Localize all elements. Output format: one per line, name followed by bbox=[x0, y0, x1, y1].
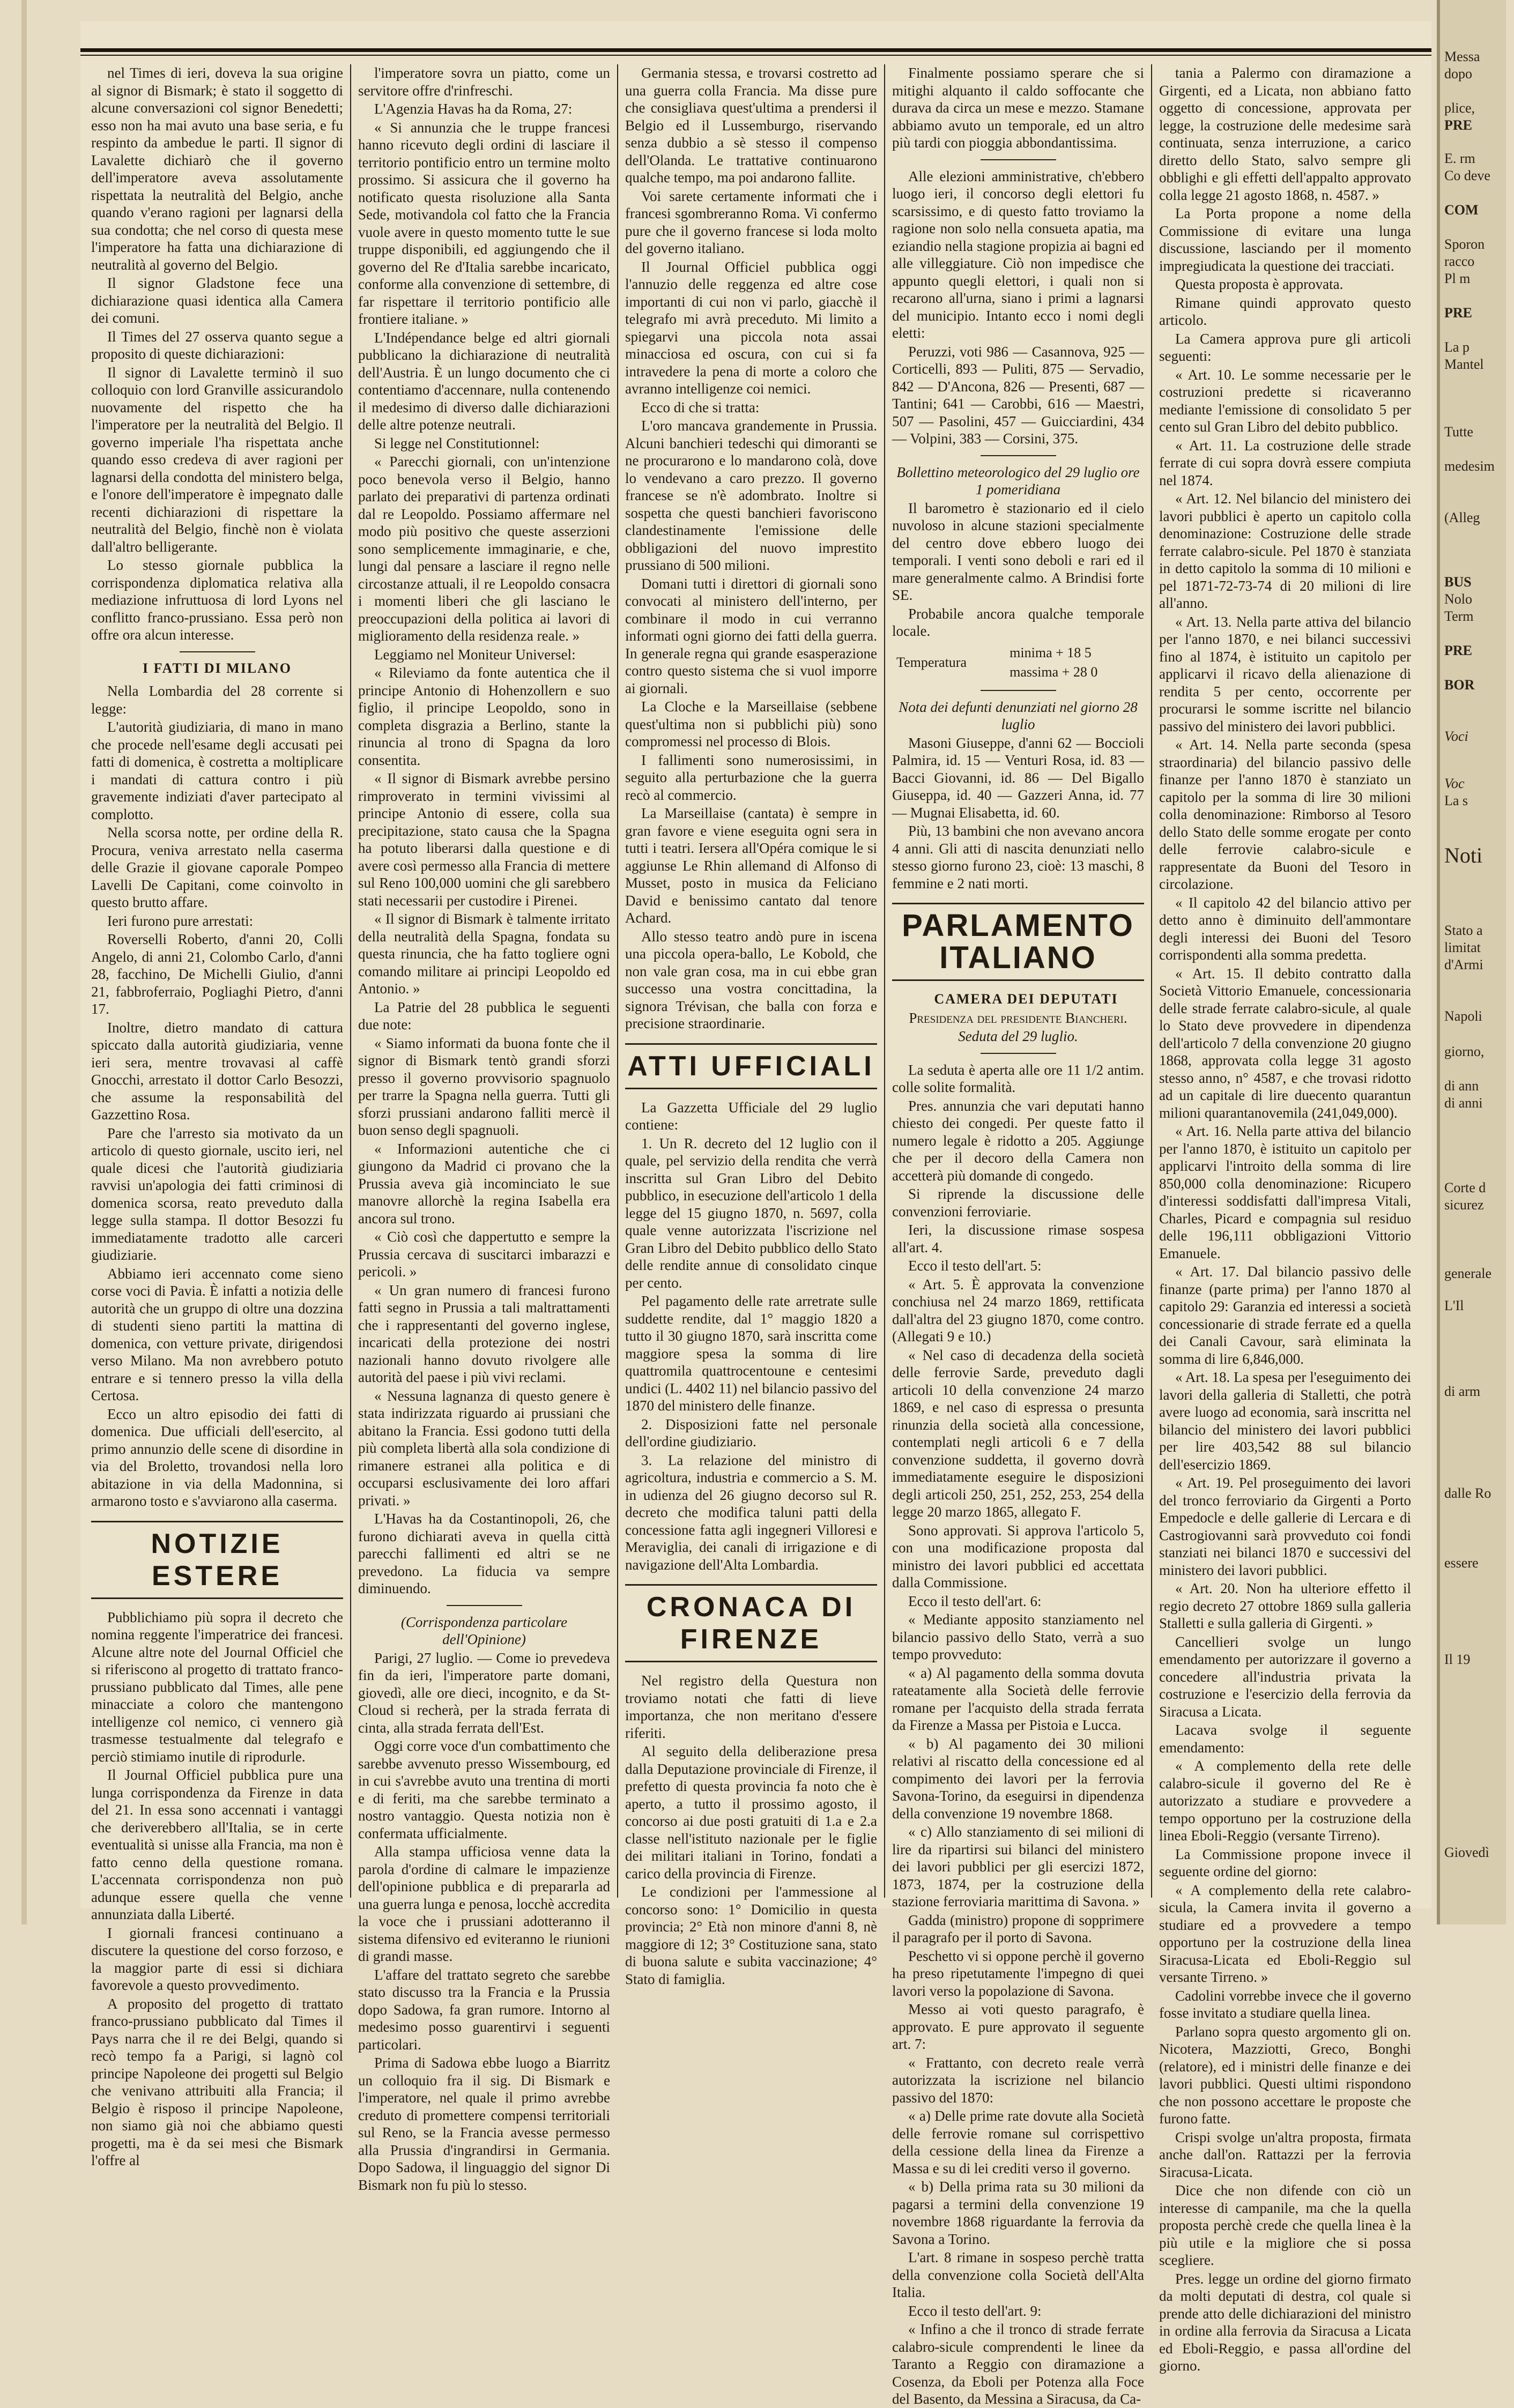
fragment: Tutte bbox=[1444, 424, 1473, 440]
paragraph: « Il signor di Bismark è talmente irritato della neutralità della Spagna, fondata su questa rinuncia, che ha fatto togliere ogni comando militare ai principi Leopoldo ed Antonio. » bbox=[358, 911, 610, 997]
fragment: La s bbox=[1444, 793, 1468, 808]
fragment: sicurez bbox=[1444, 1197, 1484, 1213]
paragraph: Lacava svolge il seguente emendamento: bbox=[1159, 1722, 1411, 1756]
paragraph: « Art. 5. È approvata la convenzione conchiusa nel 24 marzo 1869, rettificata dall'altra del 23 giugno 1870, come contro. (Allegati 9 e 10.) bbox=[892, 1276, 1144, 1344]
paragraph: La Marseillaise (cantata) è sempre in gran favore e viene eseguita ogni sera in tutti i teatri. Iersera all'Opéra comique le si aggiunse Le Rhin allemand di Alfonso di Musset, posto in musica da Feliciano David e benissimo cantato dal tenore Achard. bbox=[625, 805, 877, 926]
divider bbox=[981, 455, 1056, 456]
paragraph: Parlano sopra questo argomento gli on. Nicotera, Mazziotti, Greco, Bonghi (relatore), ed i ministri delle finanze e dei lavori pubblici. Questi ultimi rispondono che non possono accettare le proposte che furono fatte. bbox=[1159, 2023, 1411, 2127]
paragraph: Pres. legge un ordine del giorno firmato da molti deputati di destra, col quale si prende atto delle dichiarazioni del ministro in ordine alla ferrovia da Siracusa a Licata ed Eboli-Reggio, e passa all'ordine del giorno. bbox=[1159, 2270, 1411, 2374]
paragraph: La Cloche e la Marseillaise (sebbene quest'ultima non si pubblichi più) sono compromessi nel processo di Blois. bbox=[625, 698, 877, 749]
paragraph: « Nessuna lagnanza di questo genere è stata indirizzata riguardo ai prussiani che abitano la Francia. Essi godono tutti della più completa libertà alla sola condizione di rimanere estranei alla politica e di occuparsi esclusivamente dei loro affari privati. » bbox=[358, 1387, 610, 1508]
paragraph: Messo ai voti questo paragrafo, è approvato. E pure approvato il seguente art. 7: bbox=[892, 2001, 1144, 2052]
obituary-title: Nota dei defunti denunziati nel giorno 28 luglio bbox=[899, 698, 1138, 732]
fragment: Nolo bbox=[1444, 591, 1472, 607]
fragment: di arm bbox=[1444, 1384, 1481, 1399]
paragraph: Più, 13 bambini che non avevano ancora 4 anni. Gli atti di nascita denunziati nello stesso giorno furono 23, cioè: 13 maschi, 8 femmine e 2 nati morti. bbox=[892, 823, 1144, 891]
newspaper-page bbox=[80, 21, 1431, 2407]
paragraph: « Frattanto, con decreto reale verrà autorizzata la iscrizione nel bilancio passivo del 1870: bbox=[892, 2054, 1144, 2106]
paragraph: L'Indépendance belge ed altri giornali pubblicano la dichiarazione di neutralità dell'Austria. È un lungo documento che ci contentiamo d'accennare, nulla contenendo il medesimo di diverso dalle dichiarazioni delle altre potenze neutrali. bbox=[358, 329, 610, 433]
column-separator bbox=[884, 64, 885, 1898]
election-results: Peruzzi, voti 986 — Casannova, 925 — Corticelli, 893 — Puliti, 875 — Servadio, 842 — D'Ancona, 826 — Presenti, 687 — Tantini; 641 — Carobbi, 616 — Maestri, 507 — Pasolini, 457 — Guicciardini, 434 — Volpini, 383 — Corsini, 375. bbox=[892, 343, 1144, 447]
paragraph: Si legge nel Constitutionnel: bbox=[374, 435, 540, 451]
fragment: Voc bbox=[1444, 776, 1465, 791]
fragment: Sporon bbox=[1444, 236, 1485, 252]
paragraph: Questa proposta è approvata. bbox=[1175, 276, 1344, 292]
paragraph: L'Havas ha da Costantinopoli, 26, che furono dichiarati aveva in quella città parecchi fallimenti ed altri se ne prevedono. La fiducia va sempre diminuendo. bbox=[358, 1511, 610, 1596]
paragraph: « A complemento della rete calabro-sicula, la Camera invita il governo a studiare ed a provvedere a tempo opportuno per la costruzione della linea Siracusa-Licata ed Eboli-Reggio sul versante Tirreno. » bbox=[1159, 1882, 1411, 1985]
paragraph: La Patrie del 28 pubblica le seguenti due note: bbox=[358, 999, 610, 1032]
fragment: essere bbox=[1444, 1555, 1479, 1571]
section-title-parlamento-italiano: PARLAMENTO ITALIANO bbox=[892, 903, 1144, 981]
paragraph: Inoltre, dietro mandato di cattura spiccato dalla autorità giudiziaria, venne ieri sera, mentre trovavasi al caffè Gnocchi, arrestato il dottor Carlo Besozzi, che assume la responsabilità del Gazzettino Rosa. bbox=[91, 1019, 343, 1123]
paragraph: l'imperatore sovra un piatto, come un servitore offre d'rinfreschi. bbox=[358, 65, 610, 99]
paragraph: L'art. 8 rimane in sospeso perchè tratta della convenzione colla Società dell'Alta Italia. bbox=[892, 2249, 1144, 2300]
fragment: Term bbox=[1444, 608, 1474, 624]
paragraph: « Art. 17. Dal bilancio passivo delle finanze (parte prima) per l'anno 1870 al capitolo 29: Garanzia ed interessi a società concessionarie di strade ferrate ed a quella dei Canali Cavour, sarà eliminata la somma di lire 6,846,000. bbox=[1159, 1264, 1411, 1367]
fragment: Napoli bbox=[1444, 1008, 1482, 1024]
section-title-notizie-estere: NOTIZIE ESTERE bbox=[91, 1521, 343, 1599]
paragraph: Nella scorsa notte, per ordine della R. Procura, veniva arrestato nella caserma delle Grazie il giovane caporale Pompeo Lavelli De Capitani, come coinvolto in questo brutto affare. bbox=[91, 824, 343, 910]
fragment: di ann bbox=[1444, 1078, 1479, 1094]
fragment: di anni bbox=[1444, 1095, 1483, 1111]
paragraph: « Ciò così che dappertutto e sempre la Prussia cercava di suscitarci imbarazzi e pericoli. » bbox=[358, 1229, 610, 1280]
paragraph: « Art. 14. Nella parte seconda (spesa straordinaria) del bilancio passivo delle finanze per l'anno 1870 è stanziato un capitolo per la somma di lire 30 milioni colla denominazione: Rimborso al Tesoro dello Stato delle somme erogate per conto delle ferrovie calabro-sicule e rappresentate da Buoni del Tesoro in circolazione. bbox=[1159, 737, 1411, 892]
fragment: racco bbox=[1444, 254, 1475, 269]
paragraph: Masoni Giuseppe, d'anni 62 — Boccioli Palmira, id. 15 — Venturi Rosa, id. 83 — Bacci Giovanni, id. 86 — Del Bigallo Giuseppa, id. 40 — Gazzeri Anna, id. 77 — Mugnai Elisabetta, id. 60. bbox=[892, 734, 1144, 821]
section-heading: I FATTI DI MILANO bbox=[143, 660, 292, 676]
paragraph: « Art. 19. Pel proseguimento dei lavori del tronco ferroviario da Girgenti a Porto Empedocle e delle gallerie di Lercara e di Castrogiovanni sarà provveduto coi fondi stanziati nei bilanci 1870 e successivi del ministero dei lavori pubblici. bbox=[1159, 1475, 1411, 1578]
paragraph: Abbiamo ieri accennato come sieno corse voci di Pavia. È infatti a notizia delle autorità che un gruppo di oltre una dozzina di studenti sieno partiti la mattina di domenica, con vetture private, dirigendosi verso Milano. Ma non avrebbero potuto entrare e si tennero presso la villa della Certosa. bbox=[91, 1265, 343, 1403]
fragment: PRE bbox=[1444, 305, 1472, 321]
fragment: d'Armi bbox=[1444, 957, 1483, 972]
paragraph: Si riprende la discussione delle convenzioni ferroviarie. bbox=[892, 1186, 1144, 1220]
temperature-max: massima + 28 0 bbox=[1010, 664, 1098, 680]
fragment: limitat bbox=[1444, 940, 1481, 955]
paragraph: Ecco il testo dell'art. 5: bbox=[908, 1258, 1042, 1274]
fragment: PRE bbox=[1444, 643, 1472, 658]
fragment: giorno, bbox=[1444, 1044, 1485, 1059]
paragraph: Pubblichiamo più sopra il decreto che nomina reggente l'imperatrice dei francesi. Alcune altre note del Journal Officiel che si riferiscono al progetto di trattato franco-prussiano pubblicato dal Times, alle pene minacciate a coloro che mantengono intelligenze col nemico, ci vennero già trasmesse testualmente dal telegrafo e perciò stimiamo inutile di riprodurle. bbox=[91, 1609, 343, 1765]
fragment: Co deve bbox=[1444, 168, 1490, 183]
paragraph: « Art. 12. Nel bilancio del ministero dei lavori pubblici è aperto un capitolo colla denominazione: Costruzione delle strade ferrate calabro-sicule. Pel 1870 è stanziata in detto capitolo la somma di 10 milioni e pel 1871-72-73-74 di 20 milioni di lire all'anno. bbox=[1159, 490, 1411, 611]
column-separator bbox=[1151, 64, 1152, 1898]
paragraph: Alla stampa ufficiosa venne data la parola d'ordine di calmare le impazienze dell'opinione pubblica e di prepararla ad una guerra lunga e penosa, locchè accredita la voce che i prussiani adotteranno il sistema difensivo ed eviteranno le riunioni di grandi masse. bbox=[358, 1844, 610, 1964]
paragraph: Rimane quindi approvato questo articolo. bbox=[1159, 294, 1411, 328]
paragraph: La Commissione propone invece il seguente ordine del giorno: bbox=[1159, 1846, 1411, 1879]
paragraph: Leggiamo nel Moniteur Universel: bbox=[374, 646, 576, 663]
paragraph: « Siamo informati da buona fonte che il signor di Bismark tentò grandi sforzi presso il governo provvisorio spagnuolo per trarre la Spagna nella guerra. Tutti gli sforzi prussiani andarono falliti mercè il buon senso degli spagnuoli. bbox=[358, 1035, 610, 1138]
temperature-label: Temperatura bbox=[896, 654, 967, 670]
paragraph: La Porta propone a nome della Commissione di evitare una lunga discussione, lasciando per il momento impregiudicata la questione dei tracciati. bbox=[1159, 205, 1411, 274]
paragraph: « a) Al pagamento della somma dovuta rateatamente alla Società delle ferrovie romane per l'acquisto della strada ferrata da Firenze a Massa per Pistoia e Lucca. bbox=[892, 1664, 1144, 1733]
paragraph: tania a Palermo con diramazione a Girgenti, ed a Licata, non abbiano fatto oggetto di concessione, approvata per legge, la costruzione delle medesime sarà continuata, senza interruzione, a carico diretto dello Stato, salvo sempre gli obblighi e gli effetti dell'appalto approvato colla legge 21 agosto 1868, n. 4587. » bbox=[1159, 65, 1411, 203]
paragraph: « Art. 16. Nella parte attiva del bilancio per l'anno 1870, è istituito un capitolo per applicarvi l'introito della somma di lire 850,000 colla denominazione: Ricupero d'interessi soddisfatti dall'impresa Vitali, Charles, Picard e compagnia sul residuo delle 196,111 obbligazioni Vittorio Emanuele. bbox=[1159, 1123, 1411, 1261]
fragment: Il 19 bbox=[1444, 1652, 1471, 1667]
paragraph: Nel registro della Questura non troviamo notati che fatti di lieve importanza, che non meritano d'essere riferiti. bbox=[625, 1673, 877, 1741]
divider bbox=[981, 1053, 1056, 1054]
paragraph: Ieri furono pure arrestati: bbox=[107, 912, 254, 929]
weather-bulletin-title: Bollettino meteorologico del 29 luglio ore 1 pomeridiana bbox=[896, 464, 1140, 497]
adjacent-page-strip bbox=[1437, 0, 1506, 1924]
fragment: Corte d bbox=[1444, 1180, 1486, 1195]
fragment: Giovedì bbox=[1444, 1845, 1489, 1860]
paragraph: Il signor Gladstone fece una dichiarazione quasi identica alla Camera dei comuni. bbox=[91, 275, 343, 326]
paragraph: A proposito del progetto di trattato franco-prussiano pubblicato dal Times il Pays narra che il re dei Belgi, quando si recò tempo fa a Parigi, si lagnò col principe Napoleone dei progetti sul Belgio che venivano attribuiti alla Francia; il Belgio è risposo il principe Napoleone, non siamo già noi che abbiamo questi progetti, ma è da sei mesi che Bismark l'offre al bbox=[91, 1995, 343, 2168]
paragraph: Prima di Sadowa ebbe luogo a Biarritz un colloquio fra il sig. Di Bismark e l'imperatore, nel quale il primo avrebbe creduto di promettere compensi territoriali sul Reno, se la Francia avesse permesso alla Prussia d'ingrandirsi in Germania. Dopo Sadowa, il linguaggio del signor Di Bismark non fu più lo stesso. bbox=[358, 2055, 610, 2193]
paragraph: Crispi svolge un'altra proposta, firmata anche dall'on. Rattazzi per la ferrovia Siracusa-Licata. bbox=[1159, 2129, 1411, 2180]
paragraph: « Art. 15. Il debito contratto dalla Società Vittorio Emanuele, concessionaria delle strade ferrate calabro-sicule, al quale lo Stato deve provvedere in dipendenza dell'articolo 7 della convenzione 20 giugno 1868, approvata colla legge 31 agosto stesso anno, n° 4587, e che trovasi ridotto ad un capitale di lire duecento quarantun milioni quarantanovemila (241,049,000). bbox=[1159, 965, 1411, 1121]
paragraph: « Art. 18. La spesa per l'eseguimento dei lavori della galleria di Stalletti, che potrà avere luogo ad economia, sarà inscritta nel bilancio del ministero dei lavori pubblici per lire 403,542 88 sul bilancio dell'esercizio 1869. bbox=[1159, 1369, 1411, 1473]
paragraph: Lo stesso giornale pubblica la corrispondenza diplomatica relativa alla mediazione infruttuosa di lord Lyons nel conflitto franco-prussiano. Essa però non offre ora alcun interesse. bbox=[91, 557, 343, 643]
paragraph: Gadda (ministro) propone di sopprimere il paragrafo per il porto di Savona. bbox=[892, 1912, 1144, 1945]
paragraph: Il Journal Officiel pubblica pure una lunga corrispondenza da Firenze in data del 21. In essa sono accennati i vantaggi che deriverebbero all'Italia, se in certe eventualità si unisse alla Francia, ma non è fatto cenno della questione romana. L'accennata corrispondenza non può adunque essere quella che venne annunziata dalla Liberté. bbox=[91, 1767, 343, 1922]
paragraph: Roverselli Roberto, d'anni 20, Colli Angelo, di anni 21, Colombo Carlo, d'anni 28, facchino, De Michelli Giulio, d'anni 21, fabbroferraio, Pogliaghi Pietro, d'anni 17. bbox=[91, 931, 343, 1017]
fragment: La p bbox=[1444, 339, 1470, 355]
paragraph: Il Journal Officiel pubblica oggi l'annuzio delle reggenza ed altre cose importanti di cui non vi parlo, giacchè il telegrafo mi avrà preceduto. Mi limito a spiegarvi una piccola nota assai minacciosa ed oscura, con cui si fa intravedere la pena di morte a coloro che avranno intelligenze coi nemici. bbox=[625, 258, 877, 397]
paragraph: Peschetto vi si oppone perchè il governo ha preso ripetutamente l'impegno di quei lavori verso la popolazione di Savona. bbox=[892, 1948, 1144, 1999]
fragment: dalle Ro bbox=[1444, 1485, 1491, 1501]
fragment: COM bbox=[1444, 202, 1479, 218]
paragraph: « Il signor di Bismark avrebbe persino rimproverato in termini vivissimi al principe Antonio di essere, colla sua precipitazione, stato causa che la Spagna ha potuto liberarsi dalla questione e di avere così permesso alla Francia di mettere sul Reno 100,000 uomini che gli sarebbero stati necessarii per custodire i Pirenei. bbox=[358, 770, 610, 909]
paragraph: Domani tutti i direttori di giornali sono convocati al ministero dell'interno, per combinare il modo in cui verranno informati ogni giorno dei fatti della guerra. In generale regna qui grande esasperazione contro questo sistema che si vuol imporre ai giornali. bbox=[625, 575, 877, 696]
paragraph: « Parecchi giornali, con un'intenzione poco benevola verso il Belgio, hanno parlato dei preparativi di partenza ordinati dal re Leopoldo. Possiamo affermare nel modo più positivo che queste asserzioni sono semplicemente immaginarie, e che, lungi dal pensare a lasciare il regno nelle circostanze attuali, il re Leopoldo consacra i momenti liberi che gli lasciano le preoccupazioni della politica ai lavori di miglioramento della residenza reale. » bbox=[358, 454, 610, 644]
paragraph: Il barometro è stazionario ed il cielo nuvoloso in alcune stazioni specialmente del centro dove ebbero luogo dei temporali. I venti sono deboli e rari ed il mare generalmente calmo. A Brindisi forte SE. bbox=[892, 500, 1144, 603]
paragraph: 1. Un R. decreto del 12 luglio con il quale, pel servizio della rendita che verrà inscritta sul Gran Libro del Debito pubblico, in esecuzione dell'articolo 1 della legge del 15 giugno 1870, n. 5697, colla quale venne autorizzata l'iscrizione nel Gran Libro del Debito pubblico dello Stato delle rendite annue di consolidato cinque per cento. bbox=[625, 1135, 877, 1291]
paragraph: Sono approvati. Si approva l'articolo 5, con una modificazione proposta dal ministro dei lavori pubblici ed accettata dalla Commissione. bbox=[892, 1522, 1144, 1591]
fragment: BOR bbox=[1444, 677, 1475, 693]
paragraph: Parigi, 27 luglio. — Come io prevedeva fin da ieri, l'imperatore parte domani, giovedì, alle ore dieci, incognito, e da St-Cloud si recherà, per la strada ferrata di cinta, alla strada ferrata dell'Est. bbox=[358, 1649, 610, 1736]
paragraph: Ecco il testo dell'art. 9: bbox=[908, 2302, 1042, 2319]
paragraph: Cadolini vorrebbe invece che il governo fosse invitato a studiare quella linea. bbox=[1159, 1987, 1411, 2021]
paragraph: 2. Disposizioni fatte nel personale dell'ordine giudiziario. bbox=[625, 1416, 877, 1450]
fragment: (Alleg bbox=[1444, 510, 1480, 525]
fragment: Voci bbox=[1444, 729, 1468, 744]
paragraph: La seduta è aperta alle ore 11 1/2 antim. colle solite formalità. bbox=[892, 1061, 1144, 1095]
paragraph: Alle elezioni amministrative, ch'ebbero luogo ieri, il concorso degli elettori fu scarsissimo, e di questo fatto troviamo la ragione non solo nella consueta apatia, ma eziandio nella stagione propizia ai bagni ed alle villeggiature. Ciò non impedisce che appunto quegli elettori, i quali non si recarono all'urna, siano i primi a lagnarsi del municipio. Intanto ecco i nomi degli eletti: bbox=[892, 168, 1144, 341]
paragraph: « a) Delle prime rate dovute alla Società delle ferrovie romane sul corrispettivo della cessione della linea da Firenze a Massa e su di lei crediti verso il governo. bbox=[892, 2108, 1144, 2176]
column-4 bbox=[892, 64, 1144, 2407]
paragraph: L'autorità giudiziaria, di mano in mano che procede nell'esame degli accusati pei fatti di domenica, è costretta a moltiplicare i mandati di cattura contro i più gravemente indiziati d'aver partecipato al complotto. bbox=[91, 719, 343, 822]
paragraph: Il signor di Lavalette terminò il suo colloquio con lord Granville assicurandolo nuovamente del rispetto che ha l'imperatore per la neutralità del Belgio. Il governo imperiale l'ha rispettata anche quando esso credeva di aver ragioni per lagnarsi della condotta del ministero belga, e l'onore dell'imperatore è impegnato dalle recenti dichiarazioni di rispettare la neutralità del Belgio, finchè non è violata dall'altro belligerante. bbox=[91, 364, 343, 555]
binding-shadow bbox=[21, 0, 27, 1924]
paragraph: « b) Della prima rata su 30 milioni da pagarsi a termini della convenzione 19 novembre 1868 riguardante la ferrovia da Savona a Torino. bbox=[892, 2179, 1144, 2247]
page-edge bbox=[1437, 0, 1440, 1924]
fragment: plice, bbox=[1444, 100, 1475, 116]
paragraph: Le condizioni per l'ammessione al concorso sono: 1° Domicilio in questa provincia; 2° Età non minore d'anni 8, nè maggiore di 12; 3° Costituzione sana, stato di buona salute e subita vaccinazione; 4° Stato di famiglia. bbox=[625, 1884, 877, 1987]
fragment: PRE bbox=[1444, 117, 1472, 133]
paragraph: « Mediante apposito stanziamento nel bilancio passivo dello Stato, verrà a suo tempo provveduto: bbox=[892, 1611, 1144, 1662]
paragraph: I fallimenti sono numerosissimi, in seguito alla perturbazione che la guerra recò al commercio. bbox=[625, 752, 877, 803]
fragment: E. rm bbox=[1444, 151, 1475, 166]
fragment: Pl m bbox=[1444, 271, 1471, 286]
paragraph: L'Agenzia Havas ha da Roma, 27: bbox=[374, 101, 573, 117]
session-date: Seduta del 29 luglio. bbox=[958, 1028, 1078, 1044]
paragraph: « Infino a che il tronco di strade ferrate calabro-sicule comprendenti le linee da Taranto a Reggio con diramazione a Cosenza, da Eboli per Potenza alla Foce del Basento, da Messina a Siracusa, da Ca- bbox=[892, 2321, 1144, 2407]
fragment: BUS bbox=[1444, 574, 1472, 590]
fragment: Stato a bbox=[1444, 923, 1483, 938]
paragraph: nel Times di ieri, doveva la sua origine al signor di Bismark; è stato il soggetto di alcune conversazioni col signor Benedetti; esso non ha mai avuto una base seria, e fu respinto da ambedue le parti. Il signor di Lavalette dichiarò che il governo dell'imperatore aveva assolutamente rispettata la neutralità del Belgio, anche quando v'erano ragioni per lagnarsi della sua condotta; che nel corso di questa mese l'imperatore ha fatta una dichiarazione di neutralità al governo del Belgio. bbox=[91, 65, 343, 273]
column-5 bbox=[1159, 64, 1411, 2374]
paragraph: « Nel caso di decadenza della società delle ferrovie Sarde, preveduto dagli articoli 10 della convenzione 24 marzo 1869, e nel caso di espressa o presunta rinunzia della società alla concessione, contemplati negli articoli 6 e 7 della convenzione suddetta, il governo dovrà immediatamente eseguire le disposizioni degli articoli 250, 251, 252, 253, 254 della legge 20 marzo 1865, allegato F. bbox=[892, 1347, 1144, 1520]
paragraph: I giornali francesi continuano a discutere la questione del corso forzoso, e la maggior parte di essi si dichiara favorevole a questo provvedimento. bbox=[91, 1924, 343, 1993]
paragraph: Il Times del 27 osserva quanto segue a proposito di queste dichiarazioni: bbox=[91, 328, 343, 362]
left-margin bbox=[0, 0, 80, 1924]
temperature-min: minima + 18 5 bbox=[1010, 644, 1092, 660]
paragraph: « b) Al pagamento dei 30 milioni relativi al riscatto della concessione ed al compimento dei lavori per la ferrovia Savona-Torino, da eseguirsi in dipendenza della convenzione 19 novembre 1868. bbox=[892, 1735, 1144, 1822]
paragraph: Cancellieri svolge un lungo emendamento per autorizzare il governo a concedere all'industria privata la costruzione e l'esercizio della ferrovia da Siracusa a Licata. bbox=[1159, 1633, 1411, 1720]
divider bbox=[981, 159, 1056, 160]
fragment: medesim bbox=[1444, 458, 1495, 474]
chamber-heading: CAMERA DEI DEPUTATI bbox=[934, 991, 1118, 1007]
divider bbox=[981, 690, 1056, 691]
paragraph: Allo stesso teatro andò pure in iscena una piccola opera-ballo, Le Kobold, che non vale gran cosa, ma in cui ebbe gran successo una vostra concittadina, la signora Trévisan, che balla con forza e precisione straordinarie. bbox=[625, 928, 877, 1031]
paragraph: « Informazioni autentiche che ci giungono da Madrid ci provano che la Prussia aveva già incominciato le sue manovre allorchè la regina Isabella era ancora sul trono. bbox=[358, 1140, 610, 1227]
section-title-atti-ufficiali: ATTI UFFICIALI bbox=[625, 1043, 877, 1089]
paragraph: L'oro mancava grandemente in Prussia. Alcuni banchieri tedeschi qui dimoranti se ne procurarono e lo mandarono colà, dove lo vendevano a caro prezzo. Il governo francese se n'è adombrato. Inoltre si sospetta che questi banchieri favoriscono clandestinamente l'emissione delle obbligazioni del nuovo imprestito prussiano di 500 milioni. bbox=[625, 418, 877, 573]
paragraph: « Art. 20. Non ha ulteriore effetto il regio decreto 27 ottobre 1869 sulla galleria Stalletti e sulla galleria di Girgenti. » bbox=[1159, 1580, 1411, 1631]
divider bbox=[447, 1605, 522, 1606]
paragraph: Oggi corre voce d'un combattimento che sarebbe avvenuto presso Wissembourg, ed in cui s'avrebbe avuto una trentina di morti e di feriti, ma che sarebbe terminato a nostro vantaggio. Questa notizia non è confermata ufficialmente. bbox=[358, 1738, 610, 1841]
paragraph: « A complemento della rete delle calabro-sicule il governo del Re è autorizzato a studiare e provvedere a tempo opportuno per la costruzione della linea Eboli-Reggio (versante Tirreno). bbox=[1159, 1758, 1411, 1844]
paragraph: « Art. 13. Nella parte attiva del bilancio per l'anno 1870, e nei bilanci successivi fino al 1874, è istituito un capitolo per applicarvi il ricavo della alienazione di rendita 5 per cento, occorrente per procurarsi le somme iscritte nel bilancio passivo del ministero dei lavori pubblici. bbox=[1159, 613, 1411, 734]
paragraph: Probabile ancora qualche temporale locale. bbox=[892, 605, 1144, 639]
paragraph: Ecco il testo dell'art. 6: bbox=[908, 1593, 1042, 1609]
header-rule bbox=[80, 48, 1431, 52]
column-2 bbox=[358, 64, 610, 2193]
paragraph: 3. La relazione del ministro di agricoltura, industria e commercio a S. M. in udienza del 26 giugno decorso sul R. decreto che modifica taluni patti della concessione fatta agli ingegneri Villoresi e Meraviglia, dei canali di irrigazione e di navigazione dell'Alta Lombardia. bbox=[625, 1452, 877, 1573]
paragraph: Voi sarete certamente informati che i francesi sgombreranno Roma. Vi confermo pure che il governo francese si loda molto del governo italiano. bbox=[625, 188, 877, 256]
paragraph: Pres. annunzia che vari deputati hanno chiesto dei congedi. Per queste fatto il numero legale è ridotto a 205. Aggiunge che per il decoro della Camera non accetterà più domande di congedo. bbox=[892, 1097, 1144, 1184]
column-3 bbox=[625, 64, 877, 1987]
fragment: Messa bbox=[1444, 49, 1480, 64]
paragraph: Ecco di che si tratta: bbox=[641, 399, 760, 415]
paragraph: « Art. 11. La costruzione delle strade ferrate di cui sopra dovrà essere compiuta nel 1874. bbox=[1159, 437, 1411, 488]
paragraph: La Camera approva pure gli articoli seguenti: bbox=[1159, 330, 1411, 364]
paragraph: Germania stessa, e trovarsi costretto ad una guerra colla Francia. Ma disse pure che consigliava quest'ultima a prendersi il Belgio ed il Lussemburgo, riservando senza dubbio a sè stesso il compenso dell'Olanda. Le trattative continuarono qualche tempo, ma poi andarono fallite. bbox=[625, 65, 877, 185]
paragraph: « Art. 10. Le somme necessarie per le costruzioni predette si ricaveranno mediante l'emissione di consolidato 5 per cento sul Gran Libro del debito pubblico. bbox=[1159, 366, 1411, 435]
paragraph: Ecco un altro episodio dei fatti di domenica. Due ufficiali dell'esercito, al primo annunzio delle scene di disordine in via del Broletto, trovandosi nella loro abitazione in via della Madonnina, si armarono tosto e s'avviarono alla caserma. bbox=[91, 1406, 343, 1509]
paragraph: Dice che non difende con ciò un interesse di campanile, ma che la quella proposta perchè crede che quella linea è la più utile e la migliore che si possa scegliere. bbox=[1159, 2182, 1411, 2268]
paragraph: Nella Lombardia del 28 corrente si legge: bbox=[91, 683, 343, 717]
fragment: dopo bbox=[1444, 66, 1472, 81]
divider bbox=[180, 651, 255, 652]
paragraph: L'affare del trattato segreto che sarebbe stato discusso tra la Francia e la Prussia dopo Sadowa, fa gran rumore. Intorno al medesimo posso guarentirvi i seguenti particolari. bbox=[358, 1966, 610, 2053]
paragraph: « c) Allo stanziamento di sei milioni di lire da ripartirsi sui bilanci del ministero dei lavori pubblici per gli esercizi 1872, 1873, 1874, per la costruzione della stazione ferroviaria marittima di Savona. » bbox=[892, 1824, 1144, 1909]
fragment: Mantel bbox=[1444, 356, 1484, 372]
fragment: Noti bbox=[1444, 843, 1483, 867]
column-separator bbox=[617, 64, 618, 1898]
fragment: L'Il bbox=[1444, 1298, 1464, 1313]
column-1 bbox=[91, 64, 343, 2168]
paragraph: Pel pagamento delle rate arretrate sulle suddette rendite, dal 1° maggio 1820 a tutto il 30 giugno 1870, sarà inscritta come maggiore spesa la somma di lire quattromila quattrocentoune e centesimi undici (L. 4402 11) nel bilancio passivo del 1870 del ministero delle finanze. bbox=[625, 1293, 877, 1414]
paragraph: La Gazzetta Ufficiale del 29 luglio contiene: bbox=[625, 1099, 877, 1133]
fragment: generale bbox=[1444, 1266, 1492, 1281]
paragraph: « Il capitolo 42 del bilancio attivo per detto anno è diminuito dell'ammontare degli interessi dei Buoni del Tesoro corrispondenti alla somma predetta. bbox=[1159, 894, 1411, 963]
paragraph: « Rileviamo da fonte autentica che il principe Antonio di Hohenzollern e suo figlio, il principe Leopoldo, sono in completa disgrazia a Berlino, stante la rinuncia al trono di Spagna da loro consentita. bbox=[358, 665, 610, 768]
paragraph: Ieri, la discussione rimase sospesa all'art. 4. bbox=[892, 1222, 1144, 1255]
paragraph: Pare che l'arresto sia motivato da un articolo di questo giornale, uscito ieri, nel quale dicesi che l'autorità giudiziaria ravvisi un'apologia dei fatti criminosi di domenica scorsa, reato preveduto dalla legge sulla stampa. Il dottor Besozzi fu immediatamente tradotto alle carceri giudiziarie. bbox=[91, 1125, 343, 1263]
temperature-table bbox=[892, 643, 1144, 682]
column-separator bbox=[350, 64, 351, 1898]
presidency-line: Presidenza del presidente Biancheri. bbox=[909, 1009, 1127, 1026]
correspondence-heading: (Corrispondenza particolare dell'Opinione) bbox=[400, 1614, 568, 1647]
paragraph: « Un gran numero di francesi furono fatti segno in Prussia a tali maltrattamenti che i rappresentanti del governo inglese, incaricati della protezione dei nostri nazionali hanno dovuto rivolgere alle autorità del paese i più vivi reclami. bbox=[358, 1282, 610, 1385]
paragraph: Finalmente possiamo sperare che si mitighi alquanto il caldo soffocante che durava da circa un mese e mezzo. Stamane abbiamo avuto un temporale, ed un altro più tardi con pioggia abbondantissima. bbox=[892, 65, 1144, 151]
header-rule-thin bbox=[80, 55, 1431, 56]
paragraph: « Si annunzia che le truppe francesi hanno ricevuto degli ordini di lasciare il territorio pontificio entro un termine molto prossimo. Si assicura che il governo ha notificato questa risoluzione alla Santa Sede, motivandola col fatto che la Francia vuole avere in questo momento tutte le sue truppe disponibili, ed aggiungendo che il governo del Re d'Italia sarebbe incaricato, conforme alla convenzione di settembre, di far rispettare il territorio pontificio alle frontiere italiane. » bbox=[358, 119, 610, 327]
section-title-cronaca-di-firenze: CRONACA DI FIRENZE bbox=[625, 1584, 877, 1662]
paragraph: Al seguito della deliberazione presa dalla Deputazione provinciale di Firenze, il prefetto di questa provincia fa noto che è aperto, a tutto il prossimo agosto, il concorso ai due posti gratuiti di 1.a e 2.a classe nell'istituto nazionale per le figlie dei militari italiani in Torino, fondati a carico della provincia di Firenze. bbox=[625, 1743, 877, 1882]
